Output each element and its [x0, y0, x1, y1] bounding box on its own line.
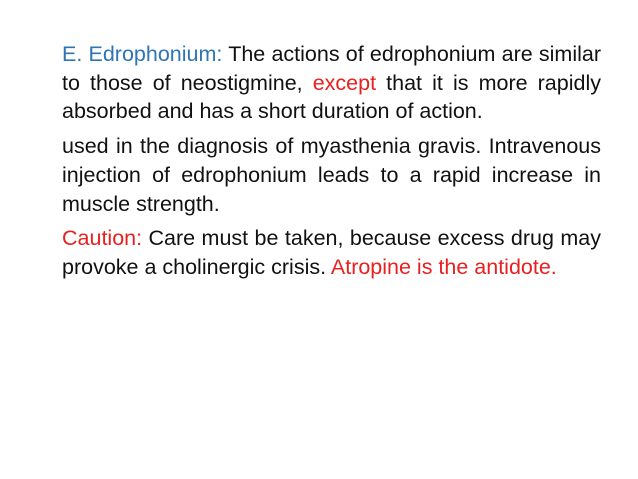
slide-content [62, 40, 601, 288]
caution-label: Caution: [62, 226, 143, 251]
emphasis-except: except [312, 70, 377, 95]
text-segment: Care must be taken, because excess drug may provoke a cholinergic crisis. [62, 226, 601, 279]
heading-edrophonium: E. Edrophonium: [62, 42, 223, 66]
emphasis-atropine-antidote: Atropine is the antidote. [330, 254, 557, 279]
text-segment: The actions of edrophonium are similar to those of neostigmine, [62, 42, 601, 95]
text-segment: used in the diagnosis of myasthenia gravis. Intravenous injection of edrophonium leads to a rapid increase in muscle strength. [62, 134, 601, 216]
paragraph-diagnosis-use [62, 132, 601, 218]
paragraph-edrophonium-actions [62, 40, 601, 126]
text-segment: that it is more rapidly absorbed and has a short duration of action. [62, 70, 601, 124]
paragraph-caution [62, 224, 601, 281]
